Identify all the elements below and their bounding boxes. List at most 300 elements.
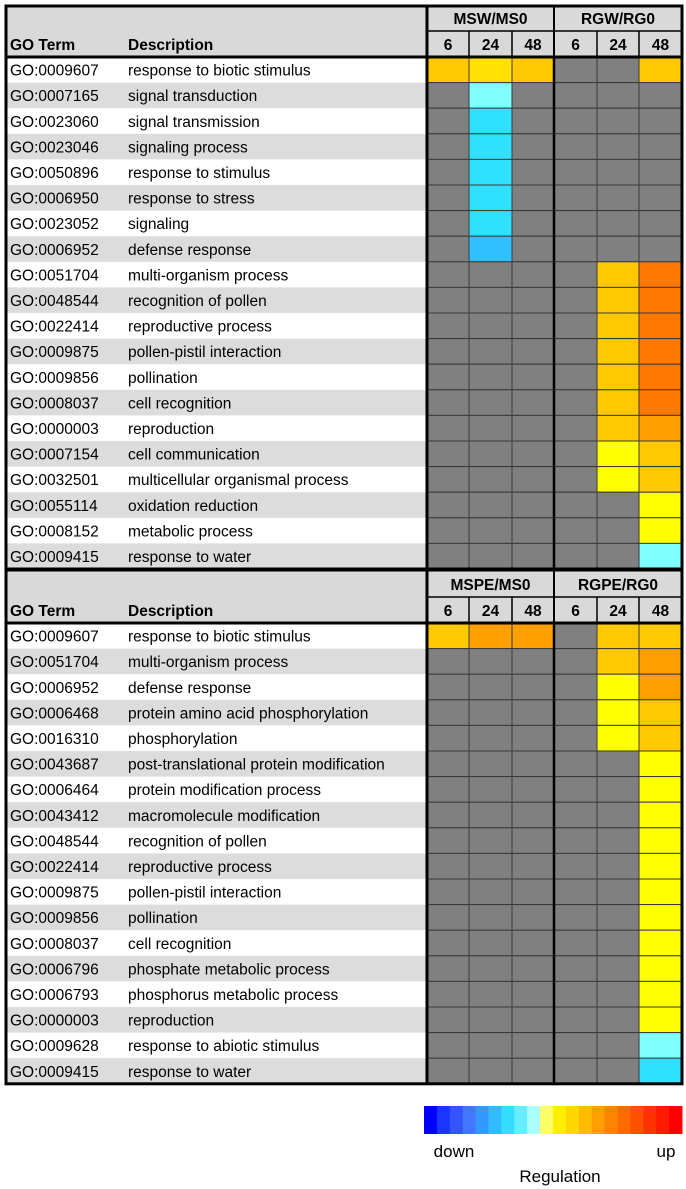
heatmap-cell	[512, 981, 554, 1007]
legend-swatch	[463, 1106, 476, 1134]
heatmap-cell	[597, 543, 639, 569]
heatmap-cell	[597, 313, 639, 339]
go-term-id: GO:0006950	[10, 190, 99, 208]
heatmap-cell	[554, 700, 597, 726]
heatmap-cell	[639, 339, 682, 365]
heatmap-cell	[427, 853, 469, 879]
go-term-id: GO:0009856	[10, 910, 99, 928]
heatmap-cell	[597, 828, 639, 854]
heatmap-cell	[597, 674, 639, 700]
heatmap-cell	[597, 492, 639, 518]
go-term-description: cell recognition	[128, 935, 232, 953]
go-term-description: phosphorus metabolic process	[128, 987, 339, 1004]
heatmap-cell	[597, 287, 639, 313]
heatmap-cell	[639, 134, 682, 160]
heatmap-cell	[639, 492, 682, 518]
heatmap-cell	[554, 981, 597, 1007]
heatmap-cell	[469, 1058, 512, 1084]
heatmap-cell	[639, 364, 682, 390]
heatmap-cell	[639, 390, 682, 416]
heatmap-cell	[512, 879, 554, 905]
go-term-description: recognition of pollen	[128, 833, 267, 851]
heatmap-cell	[639, 649, 682, 675]
heatmap-cell	[597, 415, 639, 441]
heatmap-cell	[639, 956, 682, 982]
heatmap-cell	[597, 802, 639, 828]
heatmap-cell	[512, 1007, 554, 1033]
go-term-description: cell recognition	[128, 395, 232, 413]
heatmap-cell	[512, 467, 554, 493]
go-term-description: recognition of pollen	[128, 293, 267, 310]
heatmap-cell	[554, 725, 597, 751]
heatmap-cell	[597, 751, 639, 777]
go-term-id: GO:0051704	[10, 267, 99, 285]
heatmap-cell	[469, 313, 512, 339]
heatmap-cell	[639, 57, 682, 83]
go-term-id: GO:0016310	[10, 731, 99, 748]
heatmap-cell	[597, 879, 639, 905]
heatmap-cell	[554, 287, 597, 313]
heatmap-cell	[427, 262, 469, 288]
legend-swatch	[643, 1106, 656, 1134]
legend-down-label: down	[433, 1142, 475, 1161]
heatmap-cell	[554, 802, 597, 828]
heatmap-cell	[554, 674, 597, 700]
heatmap-cell	[554, 313, 597, 339]
go-term-description: reproduction	[128, 1012, 215, 1030]
legend-swatch	[540, 1106, 553, 1134]
time-point-label: 6	[443, 37, 453, 54]
go-term-description: response to biotic stimulus	[128, 62, 311, 80]
heatmap-cell	[512, 108, 554, 134]
heatmap-cell	[512, 57, 554, 83]
go-term-description: defense response	[128, 679, 252, 697]
go-term-id: GO:0043687	[10, 756, 99, 774]
go-term-id: GO:0009415	[10, 549, 99, 566]
heatmap-cell	[427, 83, 469, 109]
heatmap-cell	[512, 623, 554, 649]
legend-swatch	[579, 1106, 592, 1134]
heatmap-cell	[427, 364, 469, 390]
go-term-id: GO:0008037	[10, 935, 99, 953]
go-term-id: GO:0048544	[10, 293, 99, 310]
heatmap-cell	[597, 649, 639, 675]
heatmap-cell	[469, 108, 512, 134]
heatmap-cell	[427, 981, 469, 1007]
go-term-id: GO:0023046	[10, 139, 99, 157]
heatmap-cell	[554, 777, 597, 803]
time-point-label: 48	[524, 37, 542, 54]
header-go-term: GO Term	[10, 603, 76, 620]
legend-swatch	[566, 1106, 579, 1134]
group-label: MSW/MS0	[453, 11, 528, 28]
heatmap-cell	[597, 441, 639, 467]
go-term-id: GO:0023060	[10, 113, 99, 131]
heatmap-cell	[554, 1007, 597, 1033]
heatmap-cell	[427, 802, 469, 828]
go-term-id: GO:0009856	[10, 369, 99, 387]
heatmap-cell	[554, 623, 597, 649]
go-term-id: GO:0050896	[10, 165, 99, 182]
heatmap-cell	[554, 518, 597, 544]
heatmap-cell	[469, 956, 512, 982]
heatmap-cell	[597, 236, 639, 262]
heatmap-cell	[469, 981, 512, 1007]
legend-swatch	[630, 1106, 643, 1134]
heatmap-cell	[597, 134, 639, 160]
time-point-label: 24	[609, 603, 627, 620]
heatmap-cell	[639, 262, 682, 288]
heatmap-cell	[554, 339, 597, 365]
heatmap-cell	[554, 134, 597, 160]
heatmap-cell	[427, 879, 469, 905]
legend-swatch	[592, 1106, 605, 1134]
heatmap-cell	[554, 364, 597, 390]
heatmap-cell	[512, 725, 554, 751]
legend-swatch	[437, 1106, 450, 1134]
heatmap-cell	[554, 57, 597, 83]
heatmap-cell	[597, 518, 639, 544]
legend-swatch	[424, 1106, 437, 1134]
heatmap-cell	[469, 700, 512, 726]
heatmap-cell	[469, 134, 512, 160]
go-term-id: GO:0055114	[10, 497, 98, 515]
heatmap-cell	[597, 159, 639, 185]
heatmap-cell	[427, 492, 469, 518]
heatmap-cell	[427, 467, 469, 493]
time-point-label: 24	[481, 37, 500, 54]
legend-swatch	[605, 1106, 618, 1134]
go-term-description: response to water	[128, 549, 252, 566]
heatmap-cell	[554, 262, 597, 288]
heatmap-cell	[597, 956, 639, 982]
heatmap-cell	[469, 211, 512, 237]
heatmap-cell	[639, 1058, 682, 1084]
go-term-description: response to biotic stimulus	[128, 628, 311, 646]
heatmap-cell	[597, 905, 639, 931]
go-term-description: metabolic process	[128, 523, 253, 541]
go-term-id: GO:0007154	[10, 446, 99, 464]
heatmap-cell	[469, 930, 512, 956]
go-term-description: pollination	[128, 369, 198, 387]
heatmap-cell	[469, 879, 512, 905]
heatmap-cell	[639, 236, 682, 262]
heatmap-cell	[554, 543, 597, 569]
heatmap-cell	[639, 905, 682, 931]
go-term-description: signal transduction	[128, 88, 258, 106]
heatmap-cell	[554, 185, 597, 211]
heatmap-cell	[597, 777, 639, 803]
heatmap-cell	[469, 649, 512, 675]
go-term-description: pollination	[128, 910, 198, 928]
heatmap-cell	[554, 879, 597, 905]
heatmap-cell	[469, 725, 512, 751]
heatmap-cell	[639, 623, 682, 649]
heatmap-cell	[469, 802, 512, 828]
heatmap-cell	[554, 415, 597, 441]
heatmap-cell	[597, 339, 639, 365]
go-term-id: GO:0043412	[10, 807, 99, 825]
heatmap-cell	[597, 108, 639, 134]
go-term-id: GO:0051704	[10, 654, 99, 672]
heatmap-cell	[512, 1033, 554, 1059]
heatmap-cell	[469, 543, 512, 569]
heatmap-cell	[639, 802, 682, 828]
heatmap-cell	[597, 390, 639, 416]
go-term-description: response to abiotic stimulus	[128, 1038, 320, 1056]
heatmap-cell	[427, 313, 469, 339]
time-point-label: 6	[571, 603, 580, 620]
heatmap-cell	[554, 1058, 597, 1084]
time-point-label: 24	[481, 603, 500, 620]
heatmap-cell	[469, 674, 512, 700]
heatmap-cell	[597, 211, 639, 237]
go-term-description: signaling process	[128, 139, 248, 157]
heatmap-cell	[554, 930, 597, 956]
heatmap-cell	[597, 364, 639, 390]
heatmap-cell	[427, 185, 469, 211]
heatmap-cell	[512, 262, 554, 288]
heatmap-cell	[639, 981, 682, 1007]
heatmap-cell	[639, 543, 682, 569]
heatmap-cell	[469, 751, 512, 777]
heatmap-cell	[639, 185, 682, 211]
go-term-id: GO:0048544	[10, 833, 99, 851]
heatmap-cell	[554, 236, 597, 262]
time-point-label: 6	[571, 37, 580, 54]
heatmap-cell	[512, 134, 554, 160]
go-term-description: multi-organism process	[128, 654, 289, 672]
go-term-description: protein modification process	[128, 782, 321, 800]
go-term-id: GO:0007165	[10, 88, 99, 106]
heatmap-cell	[554, 853, 597, 879]
go-term-id: GO:0023052	[10, 216, 99, 234]
heatmap-cell	[554, 751, 597, 777]
heatmap-cell	[469, 57, 512, 83]
heatmap-cell	[554, 956, 597, 982]
go-term-id: GO:0008037	[10, 395, 99, 413]
heatmap-cell	[512, 649, 554, 675]
go-term-id: GO:0006464	[10, 782, 99, 800]
heatmap-cell	[597, 623, 639, 649]
time-point-label: 24	[609, 37, 627, 54]
heatmap-cell	[554, 1033, 597, 1059]
go-term-id: GO:0022414	[10, 318, 99, 336]
go-term-id: GO:0009628	[10, 1038, 99, 1056]
heatmap-cell	[469, 492, 512, 518]
heatmap-cell	[554, 828, 597, 854]
heatmap-cell	[639, 777, 682, 803]
heatmap-cell	[512, 956, 554, 982]
heatmap-cell	[512, 802, 554, 828]
heatmap-cell	[597, 853, 639, 879]
heatmap-cell	[554, 211, 597, 237]
heatmap-cell	[427, 905, 469, 931]
heatmap-cell	[427, 956, 469, 982]
heatmap-cell	[512, 518, 554, 544]
heatmap-cell	[427, 236, 469, 262]
heatmap-cell	[597, 725, 639, 751]
heatmap-cell	[469, 853, 512, 879]
heatmap-cell	[427, 649, 469, 675]
go-term-id: GO:0006952	[10, 241, 99, 259]
heatmap-cell	[469, 828, 512, 854]
heatmap-cell	[427, 108, 469, 134]
heatmap-cell	[512, 828, 554, 854]
heatmap-cell	[554, 108, 597, 134]
heatmap-cell	[512, 287, 554, 313]
go-term-description: post-translational protein modification	[128, 756, 385, 774]
heatmap-cell	[427, 211, 469, 237]
heatmap-cell	[597, 1033, 639, 1059]
heatmap-cell	[469, 623, 512, 649]
heatmap-cell	[512, 211, 554, 237]
heatmap-cell	[639, 287, 682, 313]
go-term-id: GO:0009607	[10, 62, 99, 80]
heatmap-cell	[639, 313, 682, 339]
heatmap-cell	[639, 751, 682, 777]
heatmap-cell	[639, 853, 682, 879]
heatmap-cell	[469, 287, 512, 313]
go-term-description: defense response	[128, 241, 252, 259]
heatmap-cell	[427, 828, 469, 854]
go-term-description: reproductive process	[128, 318, 272, 336]
go-term-description: reproduction	[128, 421, 215, 438]
heatmap-cell	[427, 700, 469, 726]
heatmap-cell	[512, 415, 554, 441]
heatmap-cell	[427, 134, 469, 160]
heatmap-cell	[469, 1007, 512, 1033]
heatmap-cell	[512, 339, 554, 365]
go-term-id: GO:0006952	[10, 679, 99, 697]
heatmap-cell	[469, 518, 512, 544]
heatmap-cell	[597, 57, 639, 83]
go-term-description: phosphate metabolic process	[128, 961, 330, 979]
heatmap-cell	[427, 287, 469, 313]
panel-2	[6, 570, 682, 1084]
heatmap-cell	[639, 1033, 682, 1059]
heatmap-cell	[427, 725, 469, 751]
go-term-id: GO:0006793	[10, 987, 99, 1004]
heatmap-cell	[639, 518, 682, 544]
heatmap-cell	[469, 364, 512, 390]
heatmap-cell	[597, 1007, 639, 1033]
heatmap-cell	[427, 390, 469, 416]
heatmap-cell	[639, 674, 682, 700]
heatmap-cell	[512, 441, 554, 467]
go-term-id: GO:0009607	[10, 628, 99, 646]
go-term-id: GO:0000003	[10, 421, 99, 438]
heatmap-cell	[597, 930, 639, 956]
go-term-id: GO:0009875	[10, 884, 99, 902]
heatmap-cell	[427, 57, 469, 83]
go-term-id: GO:0006468	[10, 705, 99, 723]
heatmap-cell	[469, 415, 512, 441]
heatmap-cell	[639, 700, 682, 726]
heatmap-cell	[427, 1058, 469, 1084]
header-description: Description	[128, 603, 214, 620]
go-term-description: oxidation reduction	[128, 497, 259, 515]
group-label: MSPE/MS0	[450, 577, 531, 594]
heatmap-cell	[512, 390, 554, 416]
heatmap-cell	[427, 159, 469, 185]
heatmap-cell	[469, 236, 512, 262]
heatmap-cell	[639, 83, 682, 109]
heatmap-cell	[469, 1033, 512, 1059]
heatmap-cell	[639, 467, 682, 493]
heatmap-cell	[512, 777, 554, 803]
go-term-description: multicellular organismal process	[128, 472, 349, 490]
go-term-description: signal transmission	[128, 113, 260, 131]
go-term-description: macromolecule modification	[128, 807, 321, 825]
heatmap-cell	[597, 467, 639, 493]
legend-swatch	[501, 1106, 514, 1134]
heatmap-cell	[427, 623, 469, 649]
heatmap-cell	[427, 674, 469, 700]
heatmap-cell	[512, 700, 554, 726]
go-term-description: phosphorylation	[128, 731, 238, 748]
time-point-label: 48	[524, 603, 542, 620]
heatmap-cell	[554, 441, 597, 467]
go-term-description: response to stimulus	[128, 165, 271, 182]
time-point-label: 6	[443, 603, 453, 620]
header-description: Description	[128, 37, 214, 54]
legend-title: Regulation	[519, 1167, 601, 1186]
heatmap-cell	[512, 930, 554, 956]
legend-swatch	[618, 1106, 631, 1134]
heatmap-cell	[427, 339, 469, 365]
go-term-description: reproductive process	[128, 859, 272, 876]
heatmap-cell	[512, 674, 554, 700]
heatmap-cell	[639, 415, 682, 441]
heatmap-cell	[469, 262, 512, 288]
heatmap-cell	[469, 777, 512, 803]
legend-swatch	[553, 1106, 566, 1134]
heatmap-cell	[427, 1033, 469, 1059]
heatmap-cell	[639, 725, 682, 751]
heatmap-cell	[554, 492, 597, 518]
group-label: RGW/RG0	[580, 11, 656, 28]
group-label: RGPE/RG0	[577, 577, 659, 594]
legend-swatch	[527, 1106, 540, 1134]
heatmap-cell	[469, 441, 512, 467]
go-term-id: GO:0006796	[10, 961, 99, 979]
heatmap-cell	[427, 543, 469, 569]
heatmap-cell	[512, 313, 554, 339]
heatmap-cell	[427, 930, 469, 956]
heatmap-cell	[469, 185, 512, 211]
heatmap-cell	[554, 467, 597, 493]
heatmap-cell	[512, 1058, 554, 1084]
go-term-id: GO:0022414	[10, 859, 99, 876]
heatmap-cell	[639, 159, 682, 185]
legend-swatch	[669, 1106, 682, 1134]
legend-swatch	[514, 1106, 527, 1134]
legend	[424, 1106, 683, 1186]
header-go-term: GO Term	[10, 37, 76, 54]
heatmap-cell	[639, 211, 682, 237]
heatmap-cell	[512, 853, 554, 879]
go-term-description: multi-organism process	[128, 267, 289, 285]
heatmap-cell	[639, 879, 682, 905]
heatmap-cell	[427, 777, 469, 803]
heatmap-cell	[512, 185, 554, 211]
heatmap-cell	[597, 1058, 639, 1084]
heatmap-cell	[639, 1007, 682, 1033]
go-term-id: GO:0000003	[10, 1012, 99, 1030]
heatmap-cell	[469, 390, 512, 416]
heatmap-cell	[512, 905, 554, 931]
